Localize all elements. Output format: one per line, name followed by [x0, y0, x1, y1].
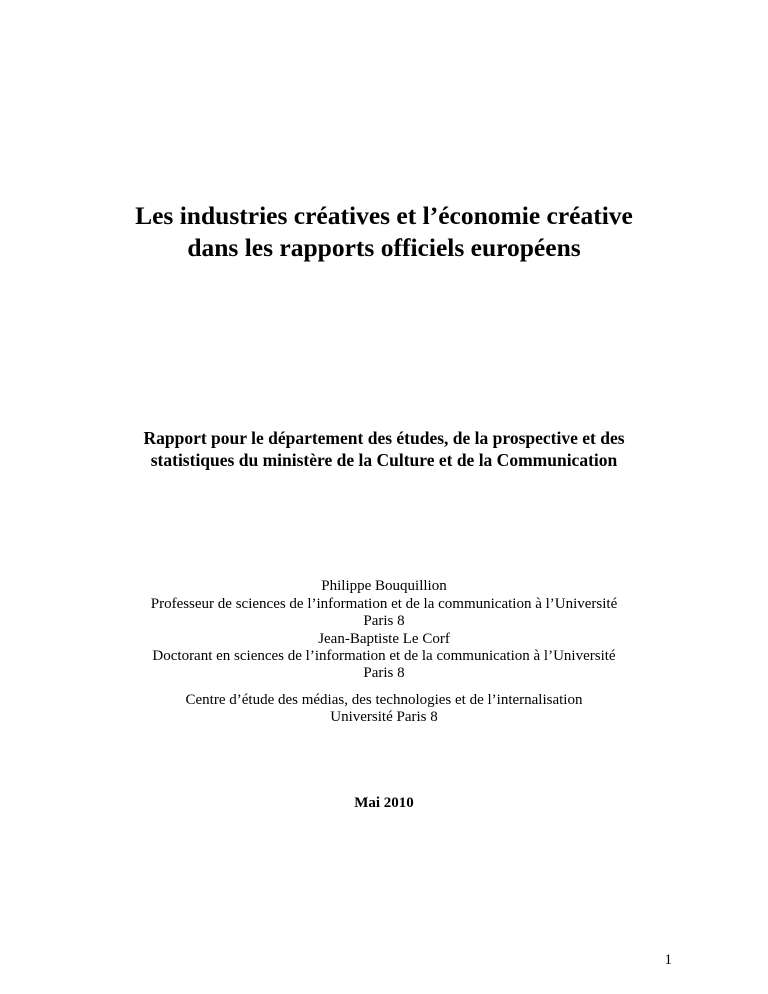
title-line-2: dans les rapports officiels européens — [187, 233, 581, 262]
author-2-affiliation: Paris 8 — [363, 665, 405, 681]
author-2-name: Jean-Baptiste Le Corf — [318, 631, 450, 647]
subtitle-line-1: Rapport pour le département des études, de la prospective et des — [143, 428, 625, 448]
page-number: 1 — [664, 952, 672, 968]
research-center-name: Centre d’étude des médias, des technologies et de l’internalisation — [185, 692, 583, 708]
subtitle-line-2: statistiques du ministère de la Culture et de la Communication — [150, 450, 618, 470]
research-center-university: Université Paris 8 — [330, 709, 438, 725]
title-line-1: Les industries créatives et l’économie créative — [135, 201, 633, 230]
author-1-affiliation: Paris 8 — [363, 613, 405, 629]
author-1-name: Philippe Bouquillion — [321, 578, 447, 594]
author-1-role: Professeur de sciences de l’information et de la communication à l’Université — [150, 596, 618, 612]
author-2-role: Doctorant en sciences de l’information et de la communication à l’Université — [152, 648, 616, 664]
publication-date: Mai 2010 — [354, 795, 414, 811]
